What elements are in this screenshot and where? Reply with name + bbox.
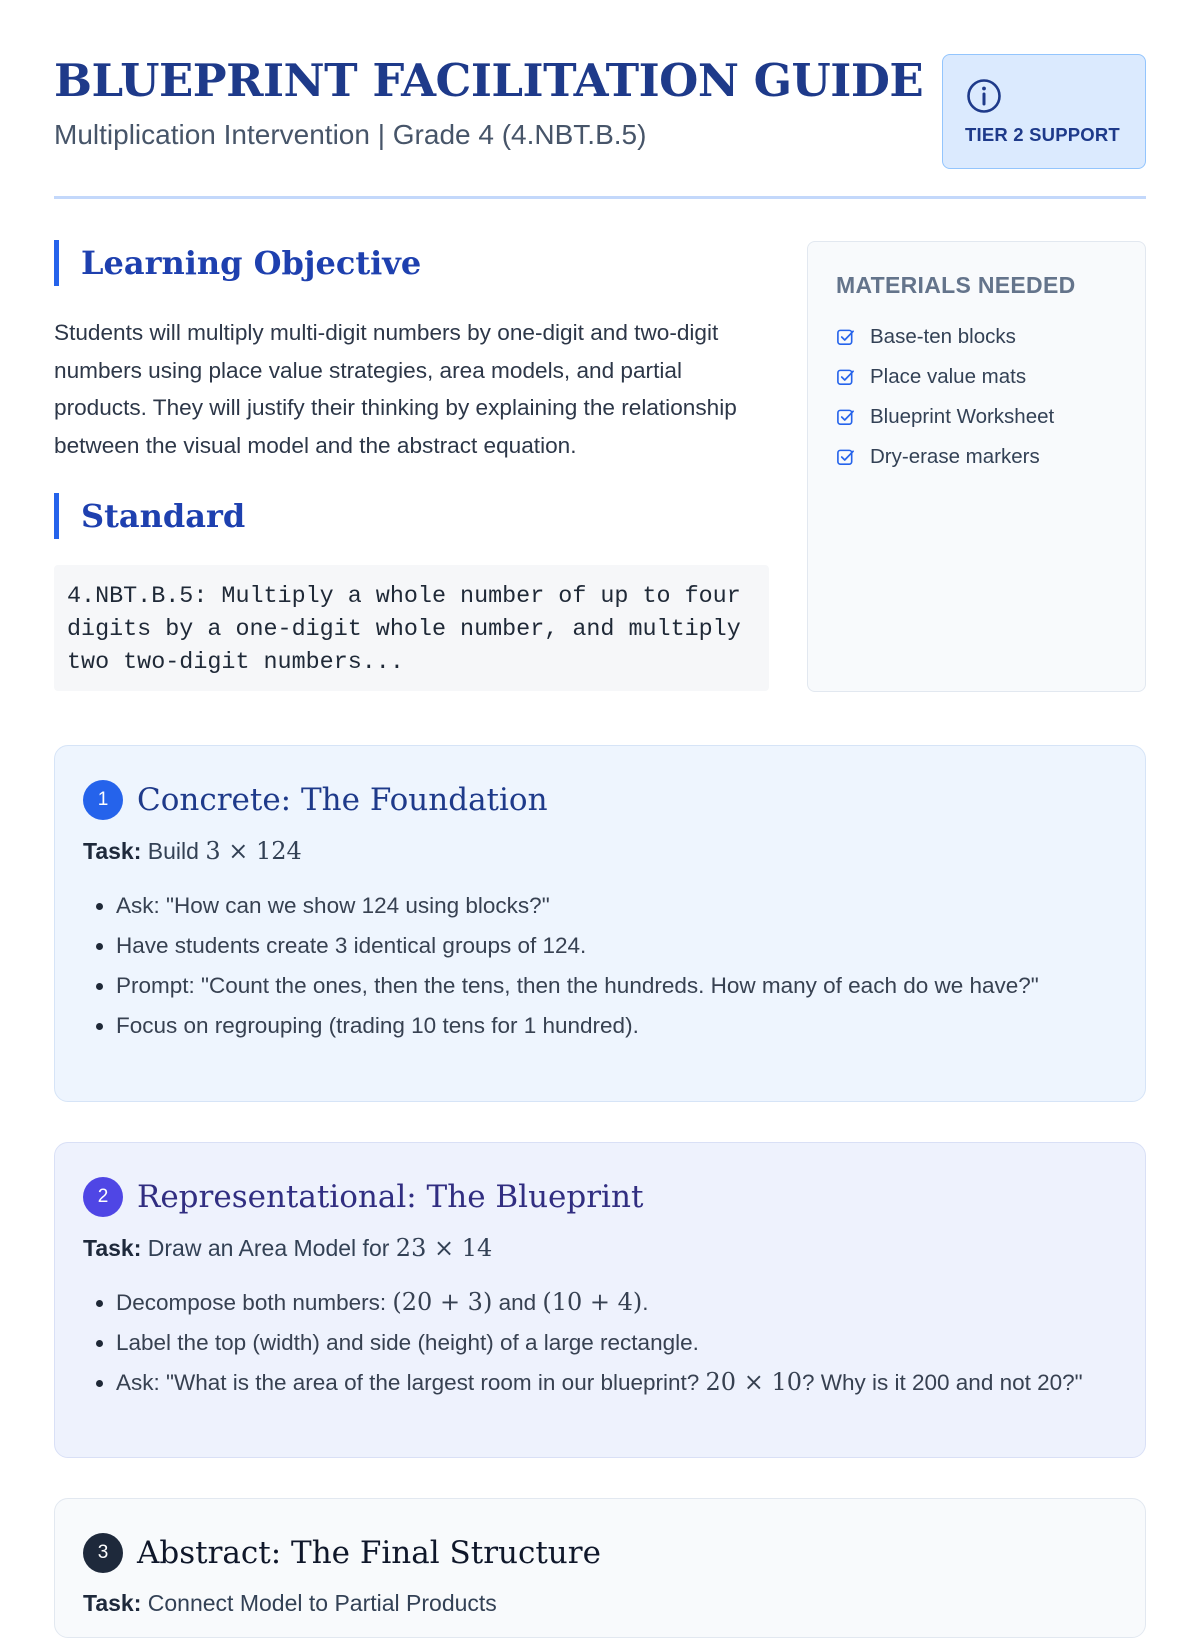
material-item — [836, 437, 1054, 477]
check-square-icon — [836, 328, 855, 347]
bullet-math: (20 + 3) — [392, 1288, 493, 1316]
phase-number-badge: 1 — [83, 780, 123, 820]
task-label: Task: — [83, 1590, 142, 1616]
list-item: • Prompt: "Count the ones, then the tens, then the hundreds. How many of each do we have?" — [116, 969, 1136, 1002]
list-item: • Have students create 3 identical groups of 124. — [116, 929, 1136, 962]
page-title: BLUEPRINT FACILITATION GUIDE — [54, 54, 924, 107]
task-text: Connect Model to Partial Products — [147, 1590, 497, 1616]
list-item: • Focus on regrouping (trading 10 tens for 1 hundred). — [116, 1009, 1136, 1042]
task-label: Task: — [83, 838, 142, 864]
check-square-icon — [836, 408, 855, 427]
materials-panel — [807, 241, 1146, 692]
phase-card-abstract — [54, 1498, 1146, 1638]
material-label: Place value mats — [870, 365, 1027, 388]
material-label: Base-ten blocks — [870, 325, 1016, 348]
phase-header — [83, 1177, 643, 1217]
bullet-text: Ask: "What is the area of the largest room in our blueprint? — [116, 1370, 706, 1395]
materials-title: MATERIALS NEEDED — [836, 272, 1076, 298]
material-item — [836, 397, 1054, 437]
page-header — [54, 0, 1146, 199]
objective-text: Students will multiply multi-digit numbers by one-digit and two-digit numbers using place value strategies, area models, and partial products. They will justify their thinking by explaining the relationship between the visual model and the abstract equation. — [54, 320, 737, 458]
list-item: • Label the top (width) and side (height) of a large rectangle. — [116, 1326, 1136, 1359]
phase-bullets — [83, 889, 1136, 1049]
info-icon — [965, 77, 1003, 115]
tier-badge — [942, 54, 1146, 169]
check-square-icon — [836, 368, 855, 387]
standard-section — [54, 493, 769, 539]
task-text: Draw an Area Model for — [147, 1235, 390, 1261]
material-label: Blueprint Worksheet — [870, 405, 1055, 428]
bullet-text: Decompose both numbers: — [116, 1290, 393, 1315]
phase-number-badge: 2 — [83, 1177, 123, 1217]
material-item — [836, 357, 1054, 397]
materials-list — [836, 317, 1054, 477]
phase-title: Concrete: The Foundation — [137, 782, 548, 818]
task-math: 3 × 124 — [205, 837, 302, 865]
objective-section — [54, 240, 769, 676]
standard-code-block: 4.NBT.B.5: Multiply a whole number of up to four digits by a one-digit whole number, and multiply two two-digit numbers... — [54, 565, 769, 691]
list-item — [116, 1366, 1136, 1399]
bullet-math: 20 × 10 — [705, 1368, 802, 1396]
phase-number-badge: 3 — [83, 1533, 123, 1573]
task-label: Task: — [83, 1235, 142, 1261]
phase-header — [83, 1533, 601, 1573]
bullet-text: and — [492, 1290, 543, 1315]
phase-task — [83, 1590, 497, 1617]
list-item: • Ask: "How can we show 124 using blocks?" — [116, 889, 1136, 922]
phase-card-representational — [54, 1142, 1146, 1458]
task-text: Build — [147, 838, 199, 864]
page-subtitle: Multiplication Intervention | Grade 4 (4.NBT.B.5) — [54, 119, 647, 150]
material-item — [836, 317, 1054, 357]
tier-badge-label: TIER 2 SUPPORT — [965, 124, 1120, 145]
bullet-text: . — [642, 1290, 649, 1315]
bullet-text: ? Why is it 200 and not 20?" — [801, 1370, 1083, 1395]
bullet-math: (10 + 4) — [542, 1288, 643, 1316]
phase-bullets — [83, 1286, 1136, 1406]
phase-task — [83, 1234, 492, 1262]
phase-card-concrete — [54, 745, 1146, 1102]
check-square-icon — [836, 448, 855, 467]
material-label: Dry-erase markers — [870, 445, 1040, 468]
list-item — [116, 1286, 1136, 1319]
phase-title: Abstract: The Final Structure — [137, 1535, 601, 1571]
phase-title: Representational: The Blueprint — [137, 1179, 644, 1215]
task-math: 23 × 14 — [395, 1234, 493, 1262]
objective-heading: Learning Objective — [54, 240, 769, 286]
facilitation-guide — [54, 0, 1146, 1616]
standard-heading: Standard — [54, 493, 769, 539]
phase-header — [83, 780, 548, 820]
phase-task — [83, 837, 302, 865]
